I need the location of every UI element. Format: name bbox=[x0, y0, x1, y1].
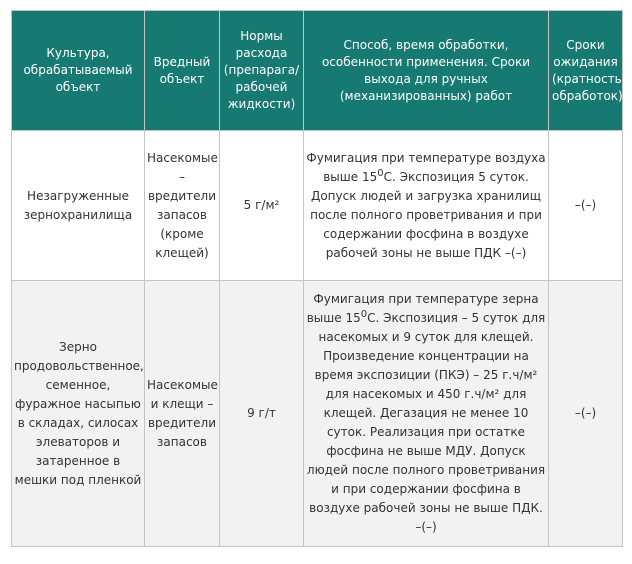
cell-rate: 5 г/м² bbox=[220, 131, 304, 281]
regulation-table bbox=[11, 10, 623, 547]
header-rate: Нормы расхода (препарага/ рабочей жидкости) bbox=[220, 11, 304, 131]
cell-pest: Насекомые и клещи – вредители запасов bbox=[145, 281, 220, 547]
table-wrapper bbox=[11, 10, 623, 547]
cell-method bbox=[304, 131, 549, 281]
degree-superscript: 0 bbox=[377, 167, 384, 179]
table-row bbox=[12, 131, 623, 281]
cell-waiting: –(–) bbox=[549, 131, 623, 281]
header-crop: Культура, обрабатываемый объект bbox=[12, 11, 145, 131]
method-text-end: С. Экспозиция 5 суток. Допуск людей и загрузка хранилищ после полного проветривания и при содержании фосфина в воздухе рабочей зоны не выше ПДК –(–) bbox=[310, 169, 542, 260]
header-method: Способ, время обработки, особенности применения. Сроки выхода для ручных (механизированных) работ bbox=[304, 11, 549, 131]
cell-waiting: –(–) bbox=[549, 281, 623, 547]
header-pest: Вредный объект bbox=[145, 11, 220, 131]
header-row bbox=[12, 11, 623, 131]
degree-superscript: 0 bbox=[360, 309, 368, 320]
header-waiting: Сроки ожидания (кратность обработок) bbox=[549, 11, 623, 131]
method-text-end: С. Экспозиция – 5 суток для насекомых и 9 суток для клещей. Произведение концентрации на время экспозиции (ПКЭ) – 25 г.ч/м² для насекомых и 450 г.ч/м² для клещей. Дегазация не менее 10 суток. Реализация при остатке фосфина не выше МДУ. Допуск людей после полного проветривания и при содержании фосфина в воздухе рабочей зоны не выше ПДК. –(–) bbox=[306, 311, 546, 534]
method-text-start: Фумигация при температуре воздуха выше 15 bbox=[306, 150, 546, 184]
cell-pest: Насекомые – вредители запасов (кроме клещей) bbox=[145, 131, 220, 281]
table-row bbox=[12, 281, 623, 547]
cell-crop: Зерно продовольственное, семенное, фуражное насыпью в складах, силосах элеваторов и затаренное в мешки под пленкой bbox=[12, 281, 145, 547]
cell-crop: Незагруженные зернохранилища bbox=[12, 131, 145, 281]
method-text-start: Фумигация при температуре зерна выше 15 bbox=[306, 292, 539, 325]
cell-method bbox=[304, 281, 549, 547]
table-body bbox=[12, 131, 623, 547]
table-header bbox=[12, 11, 623, 131]
cell-rate: 9 г/т bbox=[220, 281, 304, 547]
